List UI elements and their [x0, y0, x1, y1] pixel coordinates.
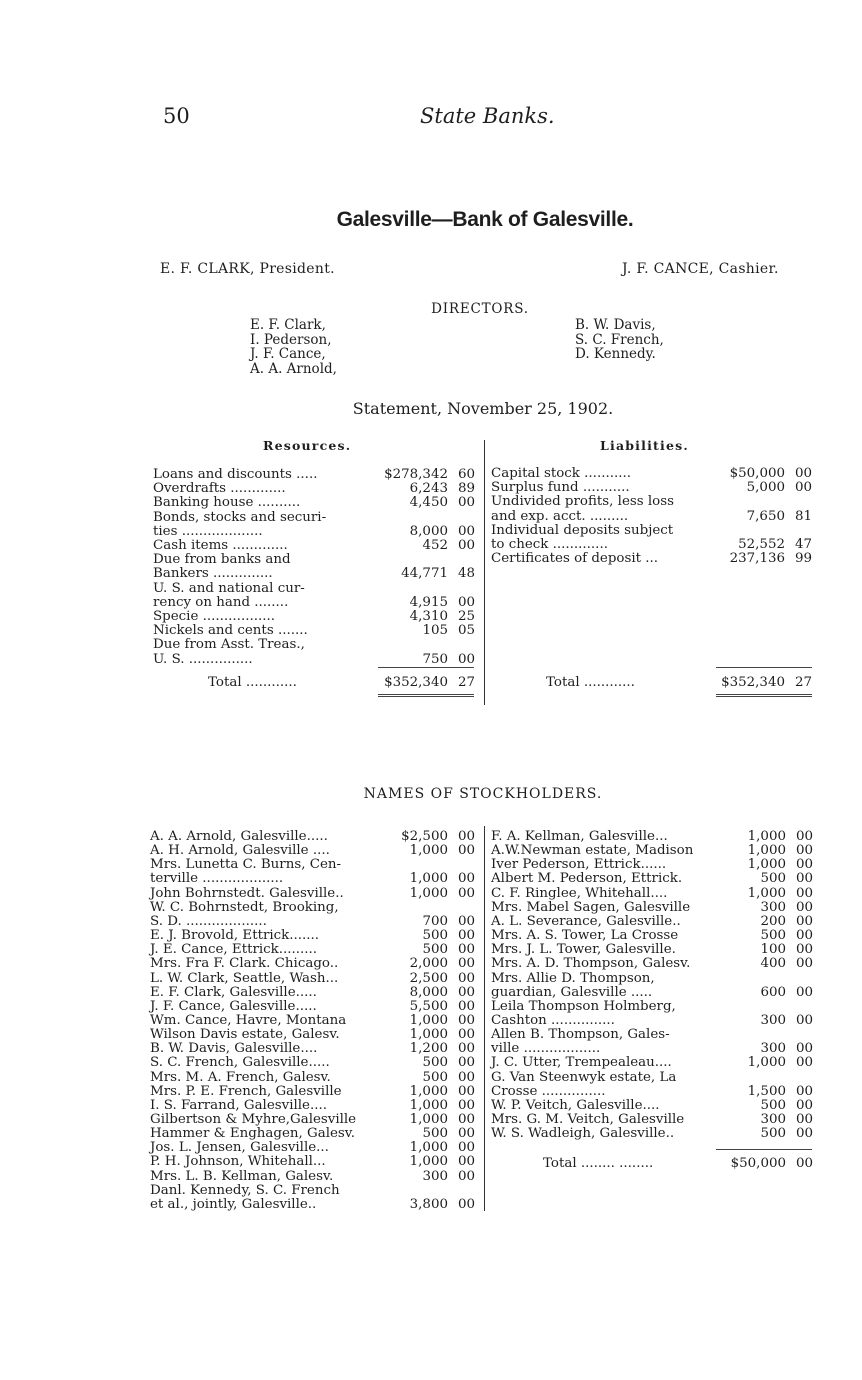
stockholder-name: Wm. Cance, Havre, Montana	[150, 1012, 347, 1028]
amount-cents: 00	[457, 1041, 475, 1057]
amount-cents: 00	[795, 1055, 813, 1071]
stockholder-name: W. C. Bohrnstedt, Brooking,	[150, 899, 339, 915]
amount-cents: 00	[457, 928, 475, 944]
running-head: State Banks.	[420, 104, 555, 128]
stockholder-name: P. H. Johnson, Whitehall...	[150, 1154, 326, 1170]
stockholder-row	[491, 1099, 813, 1113]
liability-description: Individual deposits subject	[491, 522, 674, 538]
stockholder-row	[491, 887, 813, 901]
stockholder-name: A. A. Arnold, Galesville.....	[150, 829, 328, 844]
stockholder-row	[491, 915, 813, 929]
stockholder-row	[491, 872, 813, 886]
amount-dollars: 1,000	[747, 843, 786, 859]
stockholder-name: Mrs. Lunetta C. Burns, Cen-	[150, 857, 342, 873]
amount-dollars: 237,136	[729, 551, 785, 567]
liability-row	[491, 552, 812, 566]
amount-cents: 00	[794, 466, 812, 481]
stockholder-row	[150, 1000, 475, 1014]
amount-cents: 00	[457, 1055, 475, 1071]
amount-cents: 60	[457, 467, 475, 482]
resource-row	[153, 525, 475, 539]
directors-column-right	[575, 318, 664, 362]
amount-dollars: 1,000	[409, 1012, 448, 1028]
statement-title: Statement, November 25, 1902.	[352, 399, 614, 418]
stockholder-name: Wilson Davis estate, Galesv.	[150, 1027, 340, 1043]
amount-dollars: 8,000	[409, 523, 448, 539]
president-line: E. F. CLARK, President.	[160, 261, 335, 277]
amount-dollars: 1,000	[409, 1154, 448, 1170]
director-name: B. W. Davis,	[575, 317, 656, 333]
amount-dollars: 1,000	[409, 1083, 448, 1099]
stockholder-row	[150, 1014, 475, 1028]
stockholder-row	[491, 901, 813, 915]
stockholder-row	[150, 887, 475, 901]
stockholder-name: J. E. Cance, Ettrick.........	[150, 942, 318, 958]
stockholder-name: S. D. ...................	[150, 913, 267, 929]
total-label: Total ........ ........	[543, 1156, 654, 1171]
stockholder-row	[491, 1127, 813, 1141]
amount-cents: 00	[795, 871, 813, 887]
amount-dollars: 1,000	[747, 1055, 786, 1071]
amount-dollars: 750	[422, 651, 448, 667]
liability-row	[491, 510, 812, 524]
amount-cents: 00	[795, 1112, 813, 1127]
stockholder-name: Jos. L. Jensen, Galesville...	[150, 1140, 329, 1156]
liabilities-total-double-rule	[716, 694, 812, 697]
stockholder-row	[150, 1198, 475, 1212]
liability-description: Capital stock ...........	[491, 466, 631, 481]
stockholder-row	[491, 858, 813, 872]
amount-cents: 00	[457, 594, 475, 610]
amount-cents: 00	[457, 956, 475, 972]
resource-description: Cash items .............	[153, 538, 288, 553]
amount-cents: 00	[795, 942, 813, 958]
amount-cents: 00	[457, 998, 475, 1014]
stockholder-row	[150, 1028, 475, 1042]
director-name: I. Pederson,	[250, 331, 332, 348]
stockholder-name: Mrs. A. S. Tower, La Crosse	[491, 928, 679, 944]
amount-cents: 00	[795, 1012, 813, 1028]
amount-cents: 00	[457, 984, 475, 1000]
liability-description: Surplus fund ...........	[491, 480, 630, 496]
stockholder-name: Hammer & Enghagen, Galesv.	[150, 1126, 356, 1142]
stockholder-row	[150, 872, 475, 886]
stockholder-row	[491, 1014, 813, 1028]
resource-row	[153, 553, 475, 567]
amount-dollars: 400	[760, 956, 786, 972]
amount-cents: 48	[457, 566, 475, 582]
amount-dollars: $2,500	[401, 829, 448, 844]
amount-dollars: 2,500	[409, 970, 448, 986]
resource-description: U. S. ...............	[153, 651, 253, 667]
cashier-line: J. F. CANCE, Cashier.	[622, 261, 779, 277]
amount-cents: 00	[457, 1083, 475, 1099]
amount-dollars: 500	[422, 1126, 448, 1142]
amount-cents: 00	[457, 970, 475, 986]
stockholder-name: guardian, Galesville .....	[491, 984, 653, 1000]
amount-dollars: 300	[760, 1041, 786, 1057]
stockholder-name: E. J. Brovold, Ettrick.......	[150, 928, 320, 944]
liability-row	[491, 481, 812, 495]
stockholder-name: Albert M. Pederson, Ettrick.	[491, 871, 683, 887]
amount-cents: 99	[794, 551, 812, 567]
director-name: E. F. Clark,	[250, 317, 326, 333]
stockholder-row	[150, 986, 475, 1000]
liability-row	[491, 467, 812, 481]
amount-cents: 00	[795, 984, 813, 1000]
amount-dollars: 500	[760, 928, 786, 944]
amount-dollars: $352,340	[384, 675, 448, 690]
stockholder-row	[491, 1056, 813, 1070]
amount-dollars: 200	[760, 913, 786, 929]
amount-dollars: $278,342	[384, 467, 448, 482]
liability-description: Certificates of deposit ...	[491, 551, 659, 567]
stockholder-name: Iver Pederson, Ettrick......	[491, 857, 667, 873]
liabilities-heading: Liabilities.	[600, 438, 689, 453]
resource-description: Banking house ..........	[153, 495, 301, 511]
amount-dollars: $50,000	[730, 1156, 786, 1171]
stockholder-name: S. C. French, Galesville.....	[150, 1055, 330, 1071]
directors-heading: DIRECTORS.	[431, 301, 529, 317]
stockholder-name: John Bohrnstedt. Galesville..	[150, 885, 344, 901]
amount-cents: 00	[457, 1097, 475, 1113]
stockholder-name: G. Van Steenwyk estate, La	[491, 1069, 677, 1085]
amount-cents: 00	[457, 1140, 475, 1156]
stockholder-name: Mrs. M. A. French, Galesv.	[150, 1069, 331, 1085]
stockholders-total-rule	[716, 1149, 812, 1150]
stockholder-row	[491, 1085, 813, 1099]
resource-row	[153, 582, 475, 596]
amount-dollars: 500	[422, 928, 448, 944]
stockholder-row	[150, 1141, 475, 1155]
stockholder-name: B. W. Davis, Galesville....	[150, 1041, 318, 1057]
resources-total-row	[153, 676, 475, 690]
resource-row	[153, 567, 475, 581]
stockholder-row	[150, 901, 475, 915]
stockholder-name: C. F. Ringlee, Whitehall....	[491, 885, 668, 901]
amount-dollars: 1,200	[409, 1041, 448, 1057]
stockholder-row	[150, 1155, 475, 1169]
amount-cents: 81	[794, 508, 812, 524]
stockholder-name: F. A. Kellman, Galesville...	[491, 829, 668, 844]
stockholder-row	[491, 1071, 813, 1085]
amount-cents: 00	[457, 538, 475, 553]
resources-heading: Resources.	[263, 438, 352, 453]
total-label: Total ............	[208, 675, 297, 690]
amount-cents: 89	[457, 481, 475, 497]
amount-dollars: 500	[422, 1055, 448, 1071]
amount-dollars: 100	[760, 942, 786, 958]
amount-cents: 00	[457, 829, 475, 844]
amount-cents: 00	[457, 1112, 475, 1127]
stockholder-name: Mrs. G. M. Veitch, Galesville	[491, 1112, 685, 1127]
amount-dollars: 300	[422, 1168, 448, 1184]
stockholder-row	[491, 1000, 813, 1014]
stockholder-name: A.W.Newman estate, Madison	[491, 843, 694, 859]
amount-cents: 00	[795, 928, 813, 944]
stockholder-row	[491, 943, 813, 957]
amount-dollars: $50,000	[729, 466, 785, 481]
stockholder-name: Mrs. P. E. French, Galesville	[150, 1083, 342, 1099]
resource-row	[153, 653, 475, 667]
total-label: Total ............	[546, 675, 635, 690]
amount-dollars: 5,500	[409, 998, 448, 1014]
stockholder-name: Mrs. J. L. Tower, Galesville.	[491, 942, 676, 958]
stockholder-row	[150, 957, 475, 971]
resources-total-double-rule	[378, 694, 474, 697]
stockholder-row	[491, 986, 813, 1000]
stockholder-name: Mrs. L. B. Kellman, Galesv.	[150, 1168, 334, 1184]
resource-row	[153, 468, 475, 482]
amount-cents: 00	[457, 871, 475, 887]
amount-dollars: 52,552	[738, 537, 785, 552]
resource-description: Nickels and cents .......	[153, 623, 308, 639]
amount-dollars: 6,243	[409, 481, 448, 497]
stockholder-row	[150, 972, 475, 986]
amount-cents: 00	[457, 1126, 475, 1142]
stockholder-name: J. C. Utter, Trempealeau....	[491, 1055, 672, 1071]
amount-dollars: $352,340	[721, 675, 785, 690]
amount-cents: 27	[794, 675, 812, 690]
stockholder-name: Leila Thompson Holmberg,	[491, 998, 676, 1014]
resource-description: Loans and discounts .....	[153, 467, 318, 482]
amount-cents: 00	[457, 913, 475, 929]
amount-dollars: 3,800	[409, 1196, 448, 1212]
resource-row	[153, 638, 475, 652]
amount-dollars: 500	[422, 942, 448, 958]
stockholder-row	[150, 1170, 475, 1184]
stockholder-name: W. S. Wadleigh, Galesville..	[491, 1126, 675, 1142]
amount-cents: 00	[457, 942, 475, 958]
resource-row	[153, 496, 475, 510]
stockholder-name: Crosse ...............	[491, 1083, 606, 1099]
stockholder-name: Allen B. Thompson, Gales-	[491, 1027, 670, 1043]
resource-row	[153, 482, 475, 496]
liabilities-total-rule	[716, 667, 812, 668]
amount-cents: 00	[457, 523, 475, 539]
amount-cents: 00	[795, 1041, 813, 1057]
amount-dollars: 105	[422, 623, 448, 639]
stockholder-name: terville ...................	[150, 871, 284, 887]
stockholder-name: Gilbertson & Myhre,Galesville	[150, 1112, 357, 1127]
director-name: J. F. Cance,	[250, 346, 326, 362]
stockholder-row	[491, 844, 813, 858]
stockholder-row	[150, 915, 475, 929]
resource-description: Due from Asst. Treas.,	[153, 637, 305, 653]
resource-description: Specie .................	[153, 609, 275, 624]
amount-dollars: 2,000	[409, 956, 448, 972]
resource-description: Bonds, stocks and securi-	[153, 509, 327, 525]
amount-dollars: 300	[760, 1112, 786, 1127]
stockholders-total-row	[491, 1157, 813, 1171]
amount-cents: 00	[794, 480, 812, 496]
amount-dollars: 600	[760, 984, 786, 1000]
amount-cents: 00	[457, 1069, 475, 1085]
liability-row	[491, 524, 812, 538]
amount-cents: 00	[457, 1168, 475, 1184]
amount-dollars: 1,000	[409, 843, 448, 859]
resource-row	[153, 596, 475, 610]
amount-dollars: 4,915	[409, 594, 448, 610]
resource-description: Bankers ..............	[153, 566, 273, 582]
stockholder-name: Mrs. Fra F. Clark. Chicago..	[150, 956, 339, 972]
stockholder-row	[150, 844, 475, 858]
amount-cents: 00	[795, 885, 813, 901]
stockholder-name: Cashton ...............	[491, 1012, 615, 1028]
resources-total-rule	[378, 667, 474, 668]
amount-cents: 05	[457, 623, 475, 639]
resource-row	[153, 539, 475, 553]
amount-dollars: 1,000	[409, 1027, 448, 1043]
amount-dollars: 700	[422, 913, 448, 929]
stockholder-name: E. F. Clark, Galesville.....	[150, 984, 317, 1000]
amount-dollars: 452	[422, 538, 448, 553]
directors-column-left	[250, 318, 337, 376]
liability-description: and exp. acct. .........	[491, 508, 629, 524]
stockholder-row	[150, 929, 475, 943]
stockholder-row	[150, 943, 475, 957]
resource-description: ties ...................	[153, 523, 263, 539]
amount-cents: 00	[795, 1126, 813, 1142]
amount-dollars: 500	[760, 1097, 786, 1113]
stockholder-row	[150, 1127, 475, 1141]
director-name: S. C. French,	[575, 331, 664, 348]
stockholder-name: W. P. Veitch, Galesville....	[491, 1097, 660, 1113]
director-name: D. Kennedy.	[575, 346, 656, 362]
amount-cents: 00	[795, 899, 813, 915]
amount-dollars: 500	[760, 871, 786, 887]
stockholder-row	[491, 972, 813, 986]
amount-cents: 00	[795, 857, 813, 873]
amount-cents: 00	[795, 1097, 813, 1113]
stockholder-row	[491, 1113, 813, 1127]
stockholder-row	[150, 858, 475, 872]
stockholder-name: A. L. Severance, Galesville..	[491, 913, 681, 929]
amount-cents: 25	[457, 609, 475, 624]
amount-dollars: 1,000	[409, 1097, 448, 1113]
amount-dollars: 500	[422, 1069, 448, 1085]
amount-dollars: 1,000	[747, 885, 786, 901]
stockholder-name: et al., jointly, Galesville..	[150, 1196, 317, 1212]
amount-cents: 00	[795, 843, 813, 859]
liability-description: Undivided profits, less loss	[491, 494, 674, 510]
stockholder-name: Mrs. Allie D. Thompson,	[491, 970, 655, 986]
stockholder-row	[150, 1056, 475, 1070]
amount-dollars: 1,000	[409, 871, 448, 887]
amount-dollars: 7,650	[746, 508, 785, 524]
stockholder-name: I. S. Farrand, Galesville....	[150, 1097, 327, 1113]
stockholder-name: J. F. Cance, Galesville.....	[150, 998, 317, 1014]
amount-dollars: 300	[760, 1012, 786, 1028]
amount-cents: 00	[795, 829, 813, 844]
amount-cents: 00	[457, 885, 475, 901]
amount-cents: 00	[795, 913, 813, 929]
amount-cents: 00	[457, 1196, 475, 1212]
amount-dollars: 1,000	[747, 857, 786, 873]
amount-cents: 00	[795, 1156, 813, 1171]
amount-cents: 27	[457, 675, 475, 690]
amount-cents: 00	[795, 956, 813, 972]
liability-description: to check .............	[491, 537, 608, 552]
resource-description: Due from banks and	[153, 552, 291, 568]
resource-row	[153, 624, 475, 638]
stockholder-row	[491, 957, 813, 971]
stockholder-row	[150, 1042, 475, 1056]
stockholder-row	[491, 1028, 813, 1042]
resource-description: rency on hand ........	[153, 594, 289, 610]
stockholder-name: Mrs. Mabel Sagen, Galesville	[491, 899, 691, 915]
stockholder-name: A. H. Arnold, Galesville ....	[150, 843, 330, 859]
liabilities-total-row	[491, 676, 812, 690]
amount-cents: 00	[457, 1027, 475, 1043]
amount-dollars: 1,000	[409, 1140, 448, 1156]
amount-cents: 00	[457, 843, 475, 859]
amount-dollars: 4,450	[409, 495, 448, 511]
liability-row	[491, 495, 812, 509]
amount-dollars: 5,000	[746, 480, 785, 496]
page-number: 50	[163, 104, 190, 128]
stockholder-name: L. W. Clark, Seattle, Wash...	[150, 970, 339, 986]
amount-dollars: 8,000	[409, 984, 448, 1000]
stockholder-row	[150, 1085, 475, 1099]
stockholder-row	[150, 830, 475, 844]
amount-dollars: 300	[760, 899, 786, 915]
stockholder-row	[491, 1042, 813, 1056]
amount-dollars: 44,771	[401, 566, 448, 582]
amount-cents: 00	[457, 651, 475, 667]
amount-dollars: 4,310	[409, 609, 448, 624]
director-name: A. A. Arnold,	[250, 360, 337, 377]
stockholder-row	[150, 1113, 475, 1127]
stockholder-row	[150, 1184, 475, 1198]
amount-dollars: 1,000	[409, 885, 448, 901]
amount-dollars: 1,500	[747, 1083, 786, 1099]
resource-row	[153, 511, 475, 525]
stockholders-column-divider	[484, 826, 485, 1211]
stockholder-row	[491, 929, 813, 943]
amount-cents: 00	[457, 1154, 475, 1170]
stockholder-row	[150, 1071, 475, 1085]
amount-dollars: 1,000	[747, 829, 786, 844]
amount-cents: 00	[457, 1012, 475, 1028]
statement-column-divider	[484, 440, 485, 705]
amount-cents: 00	[795, 1083, 813, 1099]
amount-cents: 00	[457, 495, 475, 511]
liability-row	[491, 538, 812, 552]
amount-dollars: 1,000	[409, 1112, 448, 1127]
resource-description: U. S. and national cur-	[153, 580, 305, 596]
bank-title: Galesville—Bank of Galesville.	[336, 208, 634, 231]
stockholders-heading: NAMES OF STOCKHOLDERS.	[363, 786, 603, 802]
resource-row	[153, 610, 475, 624]
resource-description: Overdrafts .............	[153, 481, 286, 497]
amount-dollars: 500	[760, 1126, 786, 1142]
stockholder-name: Mrs. A. D. Thompson, Galesv.	[491, 956, 691, 972]
stockholder-row	[150, 1099, 475, 1113]
amount-cents: 47	[794, 537, 812, 552]
stockholder-name: ville ..................	[491, 1041, 601, 1057]
stockholder-row	[491, 830, 813, 844]
stockholder-name: Danl. Kennedy, S. C. French	[150, 1182, 340, 1198]
